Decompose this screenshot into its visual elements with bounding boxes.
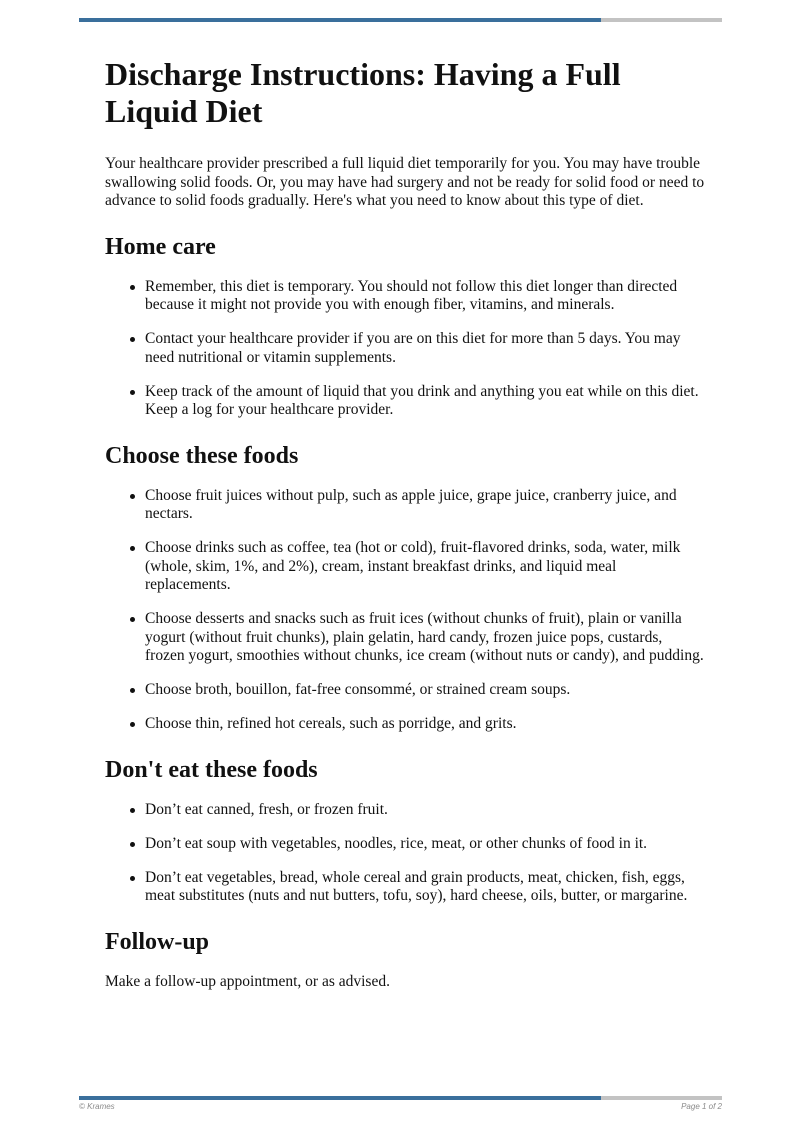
list-item: Choose thin, refined hot cereals, such as porridge, and grits. — [105, 715, 705, 734]
list-item: Remember, this diet is temporary. You should not follow this diet longer than directed because it might not provide you with enough fiber, vitamins, and minerals. — [105, 278, 705, 315]
section-heading-follow-up: Follow-up — [105, 928, 210, 955]
list-item: Choose broth, bouillon, fat-free consommé, or strained cream soups. — [105, 681, 705, 700]
list-item: Don’t eat canned, fresh, or frozen fruit. — [105, 801, 705, 820]
follow-up-text: Make a follow-up appointment, or as advised. — [105, 972, 390, 990]
accent-bar-blue — [79, 1096, 601, 1100]
list-item: Choose desserts and snacks such as fruit ices (without chunks of fruit), plain or vanilla yogurt (without fruit chunks), plain gelatin, hard candy, frozen juice pops, custards, frozen yogurt, smoothies without chunks, ice cream (without nuts or candy), and pudding. — [105, 610, 705, 666]
accent-bar-gray — [601, 1096, 722, 1100]
section-heading-choose-foods: Choose these foods — [105, 442, 299, 469]
footer-accent-bar — [79, 1096, 722, 1100]
section-heading-home-care: Home care — [105, 233, 216, 260]
section-heading-dont-eat: Don't eat these foods — [105, 756, 318, 783]
list-item: Choose drinks such as coffee, tea (hot or cold), fruit-flavored drinks, soda, water, milk (whole, skim, 1%, and 2%), cream, instant breakfast drinks, and liquid meal replacements. — [105, 539, 705, 595]
accent-bar-blue — [79, 18, 601, 22]
list-item: Don’t eat soup with vegetables, noodles, rice, meat, or other chunks of food in it. — [105, 835, 705, 854]
list-item: Contact your healthcare provider if you are on this diet for more than 5 days. You may need nutritional or vitamin supplements. — [105, 330, 705, 367]
document-body — [105, 56, 705, 991]
dont-eat-list — [105, 801, 705, 906]
list-item: Don’t eat vegetables, bread, whole cereal and grain products, meat, chicken, fish, eggs, meat substitutes (nuts and nut butters, tofu, soy), hard cheese, oils, butter, or margarine. — [105, 869, 705, 906]
intro-paragraph: Your healthcare provider prescribed a full liquid diet temporarily for you. You may have trouble swallowing solid foods. Or, you may have had surgery and not be ready for solid food or need to advance to solid foods gradually. Here's what you need to know about this type of diet. — [105, 155, 705, 209]
list-item: Choose fruit juices without pulp, such as apple juice, grape juice, cranberry juice, and nectars. — [105, 487, 705, 524]
footer-copyright: © Krames — [79, 1102, 115, 1111]
header-accent-bar — [79, 18, 722, 22]
list-item: Keep track of the amount of liquid that you drink and anything you eat while on this diet. Keep a log for your healthcare provider. — [105, 383, 705, 420]
footer-page-number: Page 1 of 2 — [681, 1102, 722, 1111]
accent-bar-gray — [601, 18, 722, 22]
page-title: Discharge Instructions: Having a Full Liquid Diet — [105, 56, 621, 129]
choose-foods-list — [105, 487, 705, 734]
home-care-list — [105, 278, 705, 420]
